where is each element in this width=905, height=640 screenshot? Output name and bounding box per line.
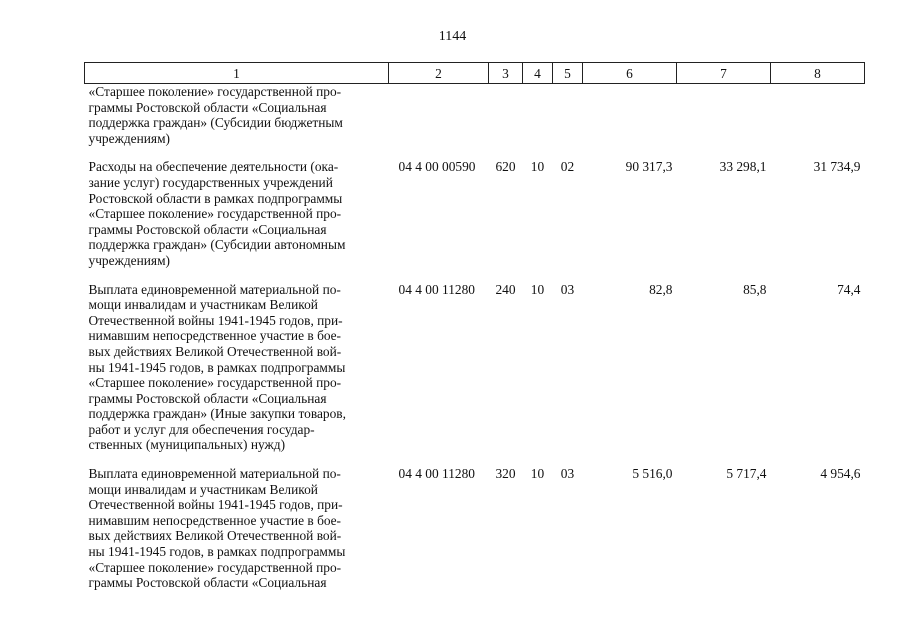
subsection-cell: 03 <box>560 281 575 297</box>
row-description: Расходы на обеспечение деятельности (ока- зание услуг) государственных учреждений Ростовской области в рамках подпрограммы «Старшее поколение» государственной про- граммы Ростовской области «Социальная поддержка граждан» (Субсидии автономным учреждениям) <box>88 159 346 268</box>
row-description: Выплата единовременной материальной по- мощи инвалидам и участникам Великой Отечественной войны 1941-1945 годов, при- нимавшим непосредственное участие в боe- вых действиях Великой Отечественной вой- ны 1941-1945 годов, в рамках подпрограммы «Старшее поколение» государственной про- граммы Ростовской области «Социальная поддержка граждан» (Иные закупки товаров, работ и услуг для обеспечения государ- ственных (муниципальных) нужд) <box>88 281 346 453</box>
subsection-cell: 03 <box>560 466 575 482</box>
amount-cell: 74,4 <box>837 281 861 297</box>
target-code-cell: 04 4 00 11280 <box>398 281 475 297</box>
budget-table <box>84 62 865 591</box>
expense-type-cell: 240 <box>495 281 516 297</box>
amount-cell: 33 298,1 <box>719 159 767 175</box>
column-number: 8 <box>771 63 865 84</box>
amount-cell <box>583 84 677 160</box>
table-row <box>85 466 865 591</box>
subsection-cell <box>553 84 583 160</box>
table-row <box>85 84 865 160</box>
table-row <box>85 159 865 281</box>
section-cell: 10 <box>530 281 545 297</box>
column-number: 4 <box>523 63 553 84</box>
amount-cell: 4 954,6 <box>820 466 861 482</box>
amount-cell: 5 717,4 <box>726 466 767 482</box>
column-number: 3 <box>489 63 523 84</box>
column-number-row <box>85 63 865 84</box>
amount-cell: 90 317,3 <box>625 159 673 175</box>
amount-cell: 82,8 <box>649 281 673 297</box>
row-description: «Старшее поколение» государственной про- граммы Ростовской области «Социальная поддержка граждан» (Субсидии бюджетным учреждениям) <box>88 84 343 146</box>
column-number: 1 <box>85 63 389 84</box>
column-number: 5 <box>553 63 583 84</box>
column-number: 6 <box>583 63 677 84</box>
row-description: Выплата единовременной материальной по- мощи инвалидам и участникам Великой Отечественной войны 1941-1945 годов, при- нимавшим непосредственное участие в боe- вых действиях Великой Отечественной вой- ны 1941-1945 годов, в рамках подпрограммы «Старшее поколение» государственной про- граммы Ростовской области «Социальная <box>88 466 346 591</box>
expense-type-cell: 320 <box>495 466 516 482</box>
amount-cell: 31 734,9 <box>813 159 861 175</box>
page-number: 1144 <box>438 29 467 44</box>
expense-type-cell: 620 <box>495 159 516 175</box>
section-cell: 10 <box>530 466 545 482</box>
section-cell: 10 <box>530 159 545 175</box>
table-row <box>85 282 865 467</box>
target-code-cell: 04 4 00 00590 <box>398 159 476 175</box>
amount-cell: 5 516,0 <box>632 466 673 482</box>
amount-cell: 85,8 <box>743 281 767 297</box>
expense-type-cell <box>489 84 523 160</box>
target-code-cell <box>389 84 489 160</box>
section-cell <box>523 84 553 160</box>
amount-cell <box>771 84 865 160</box>
column-number: 7 <box>677 63 771 84</box>
target-code-cell: 04 4 00 11280 <box>398 466 475 482</box>
amount-cell <box>677 84 771 160</box>
column-number: 2 <box>389 63 489 84</box>
subsection-cell: 02 <box>560 159 575 175</box>
